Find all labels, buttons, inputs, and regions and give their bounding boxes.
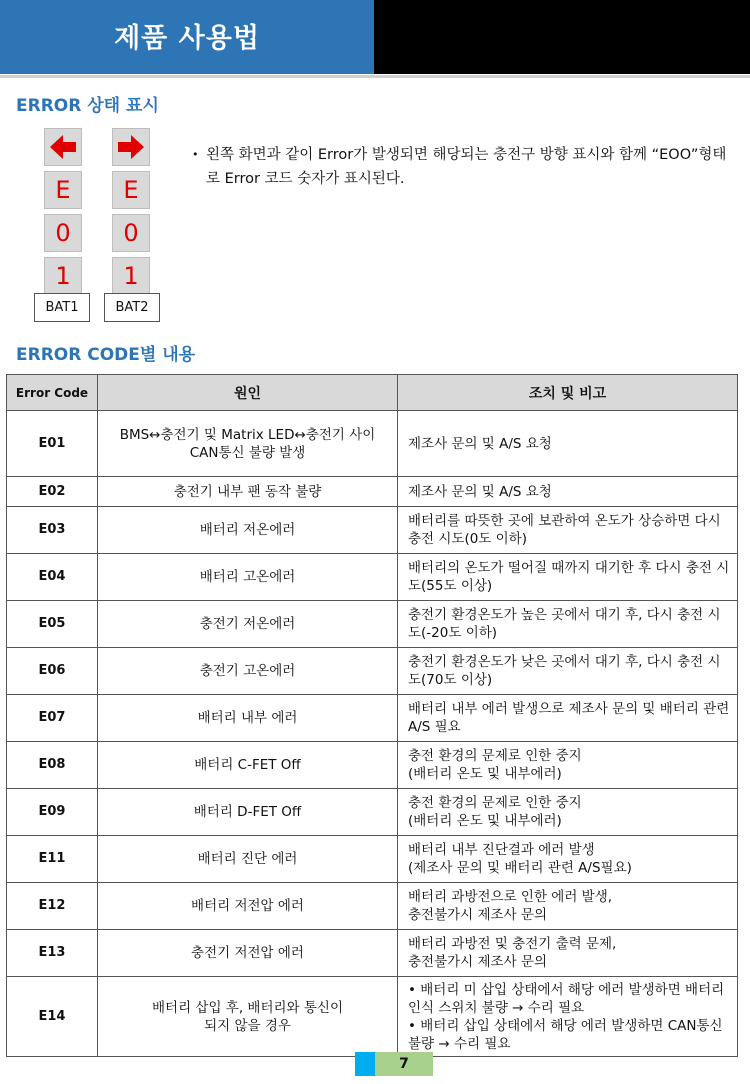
header-action: 조치 및 비고 — [398, 375, 738, 411]
table-row — [7, 648, 738, 695]
table-row — [7, 836, 738, 883]
error-code-cell: E13 — [7, 930, 98, 977]
header-dark-band — [374, 0, 750, 74]
error-code-cell: E07 — [7, 695, 98, 742]
cause-cell: 배터리 D-FET Off — [98, 789, 398, 836]
cause-cell: 배터리 저전압 에러 — [98, 883, 398, 930]
action-cell: 배터리 과방전 및 충전기 출력 문제, 충전불가시 제조사 문의 — [398, 930, 738, 977]
error-code-cell: E02 — [7, 477, 98, 507]
bat2-digit-3: 1 — [112, 257, 150, 295]
cause-cell: 충전기 내부 팬 동작 불량 — [98, 477, 398, 507]
cause-cell: 충전기 고온에러 — [98, 648, 398, 695]
header-cause: 원인 — [98, 375, 398, 411]
cause-cell: 배터리 고온에러 — [98, 554, 398, 601]
table-row — [7, 789, 738, 836]
bat2-label: BAT2 — [104, 293, 160, 322]
action-cell: 충전 환경의 문제로 인한 중지 (배터리 온도 및 내부에러) — [398, 742, 738, 789]
action-cell: 충전기 환경온도가 높은 곳에서 대기 후, 다시 충전 시도(-20도 이하) — [398, 601, 738, 648]
bat1-digit-1: E — [44, 171, 82, 209]
section-title-error-display: ERROR 상태 표시 — [16, 96, 159, 116]
error-code-cell: E04 — [7, 554, 98, 601]
description-text: 왼쪽 화면과 같이 Error가 발생되면 해당되는 충전구 방향 표시와 함께 “EOO”형태로 Error 코드 숫자가 표시된다. — [206, 147, 727, 187]
action-cell: 배터리 내부 진단결과 에러 발생 (제조사 문의 및 배터리 관련 A/S필요) — [398, 836, 738, 883]
table-row — [7, 930, 738, 977]
cause-cell: 배터리 진단 에러 — [98, 836, 398, 883]
error-code-cell: E12 — [7, 883, 98, 930]
error-code-cell: E11 — [7, 836, 98, 883]
error-display-description — [192, 143, 737, 191]
action-cell: • 배터리 미 삽입 상태에서 해당 에러 발생하면 배터리 인식 스위치 불량 → 수리 필요 • 배터리 삽입 상태에서 해당 에러 발생하면 CAN통신 불량 → 수리 필요 — [398, 977, 738, 1057]
left-arrow-icon — [44, 128, 82, 166]
table-row — [7, 883, 738, 930]
cause-cell: 배터리 저온에러 — [98, 507, 398, 554]
action-cell: 충전기 환경온도가 낮은 곳에서 대기 후, 다시 충전 시도(70도 이상) — [398, 648, 738, 695]
action-cell: 제조사 문의 및 A/S 요청 — [398, 411, 738, 477]
action-cell: 충전 환경의 문제로 인한 중지 (배터리 온도 및 내부에러) — [398, 789, 738, 836]
table-row — [7, 601, 738, 648]
bat2-display — [112, 128, 164, 300]
page-title: 제품 사용법 — [114, 23, 260, 54]
table-row — [7, 411, 738, 477]
action-cell: 제조사 문의 및 A/S 요청 — [398, 477, 738, 507]
cause-cell: 배터리 삽입 후, 배터리와 통신이 되지 않을 경우 — [98, 977, 398, 1057]
error-code-cell: E03 — [7, 507, 98, 554]
section-title-error-codes: ERROR CODE별 내용 — [16, 345, 196, 365]
cause-cell: BMS↔충전기 및 Matrix LED↔충전기 사이 CAN통신 불량 발생 — [98, 411, 398, 477]
bat2-digit-1: E — [112, 171, 150, 209]
table-row — [7, 742, 738, 789]
cause-cell: 충전기 저전압 에러 — [98, 930, 398, 977]
error-code-cell: E08 — [7, 742, 98, 789]
error-code-table — [6, 374, 738, 1057]
error-code-cell: E06 — [7, 648, 98, 695]
right-arrow-icon — [112, 128, 150, 166]
error-code-cell: E01 — [7, 411, 98, 477]
table-row — [7, 507, 738, 554]
error-code-cell: E05 — [7, 601, 98, 648]
page-number: 7 — [375, 1052, 433, 1076]
action-cell: 배터리 과방전으로 인한 에러 발생, 충전불가시 제조사 문의 — [398, 883, 738, 930]
cause-cell: 배터리 내부 에러 — [98, 695, 398, 742]
table-row — [7, 695, 738, 742]
page-number-accent — [355, 1052, 375, 1076]
table-row — [7, 477, 738, 507]
header-error-code: Error Code — [7, 375, 98, 411]
cause-cell: 충전기 저온에러 — [98, 601, 398, 648]
bat2-digit-2: 0 — [112, 214, 150, 252]
table-header-row — [7, 375, 738, 411]
bat1-display — [44, 128, 96, 300]
error-table-body — [7, 411, 738, 1057]
action-cell: 배터리 내부 에러 발생으로 제조사 문의 및 배터리 관련 A/S 필요 — [398, 695, 738, 742]
cause-cell: 배터리 C-FET Off — [98, 742, 398, 789]
bat1-digit-3: 1 — [44, 257, 82, 295]
table-row — [7, 554, 738, 601]
table-row — [7, 977, 738, 1057]
bat1-label: BAT1 — [34, 293, 90, 322]
bat1-digit-2: 0 — [44, 214, 82, 252]
action-cell: 배터리를 따뜻한 곳에 보관하여 온도가 상승하면 다시 충전 시도(0도 이하) — [398, 507, 738, 554]
header-divider — [0, 75, 750, 78]
action-cell: 배터리의 온도가 떨어질 때까지 대기한 후 다시 충전 시도(55도 이상) — [398, 554, 738, 601]
error-code-cell: E14 — [7, 977, 98, 1057]
bullet-icon: • — [192, 148, 199, 161]
error-code-cell: E09 — [7, 789, 98, 836]
